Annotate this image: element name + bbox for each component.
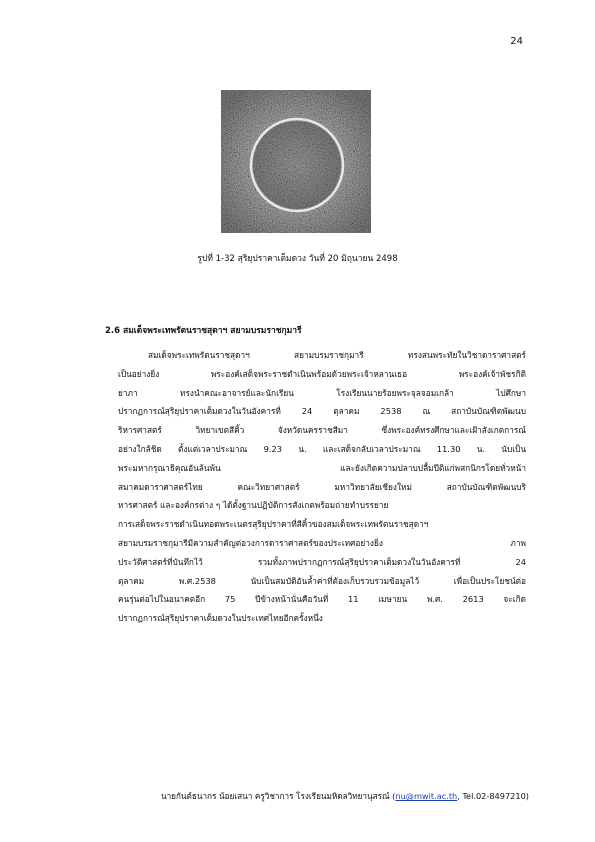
body-line: ประวัติศาสตร์ที่บันทึกไว้ รวมทั้งภาพปรากฏการณ์สุริยุปราคาเต็มดวงในวันอังคารที่ 24 <box>118 556 526 567</box>
body-line: เป็นอย่างยิ่ง พระองค์เสด็จพระราชดำเนินพร้อมด้วยพระเจ้าหลานเธอ พระองค์เจ้าพัชรกิติ <box>118 368 526 379</box>
section-heading: 2.6 สมเด็จพระเทพรัตนราชสุดาฯ สยามบรมราชกุมารี <box>105 326 302 336</box>
eclipse-photo <box>221 90 371 233</box>
body-line: การเสด็จพระราชดำเนินทอดพระเนตรสุริยุปราคาที่สีคิ้วของสมเด็จพระเทพรัตนราชสุดาฯ <box>118 519 429 530</box>
body-line: สมเด็จพระเทพรัตนราชสุดาฯ สยามบรมราชกุมารี ทรงสนพระทัยในวิชาดาราศาสตร์ <box>148 350 526 360</box>
body-line: พระมหากรุณาธิคุณอันล้นพ้น และยังเกิดความปลาบปลื้มปีติแก่พสกนิกรโดยทั่วหน้า <box>118 462 526 473</box>
body-line: อย่างใกล้ชิด ตั้งแต่เวลาประมาณ 9.23 น. และเสด็จกลับเวลาประมาณ 11.30 น. นับเป็น <box>118 443 526 454</box>
body-line: สยามบรมราชกุมารีมีความสำคัญต่อวงการดาราศาสตร์ของประเทศอย่างยิ่ง ภาพ <box>118 537 526 548</box>
page-number: 24 <box>510 36 523 47</box>
page-footer <box>61 790 529 803</box>
body-line: สมาคมดาราศาสตร์ไทย คณะวิทยาศาสตร์ มหาวิทยาลัยเชียงใหม่ สถาบันบัณฑิตพัฒนบริ <box>118 481 526 492</box>
body-line: ปรากฏการณ์สุริยุปราคาเต็มดวงในประเทศไทยอีกครั้งหนึ่ง <box>118 613 323 624</box>
body-line: ปรากฏการณ์สุริยุปราคาเต็มดวงในวันอังคารที่ 24 ตุลาคม 2538 ณ สถาบันบัณฑิตพัฒนบ <box>118 406 526 417</box>
body-line: ตุลาคม พ.ศ.2538 นับเป็นสมบัติอันล้ำค่าที่ต้องเก็บรวบรวมข้อมูลไว้ เพื่อเป็นประโยชน์ต่อ <box>118 575 526 586</box>
body-line: หารศาสตร์ และองค์กรต่าง ๆ ได้ตั้งฐานปฏิบัติการสังเกตพร้อมถ่ายทำบรรยาย <box>118 500 389 511</box>
footer-email-link[interactable]: nu@mwit.ac.th <box>395 791 458 801</box>
body-line: ริหารศาสตร์ วิทยาเขตสีคิ้ว จังหวัดนครราชสีมา ซึ่งพระองค์ทรงศึกษาและเฝ้าสังเกตการณ์ <box>118 425 526 436</box>
figure-caption: รูปที่ 1-32 สุริยุปราคาเต็มดวง วันที่ 20 มิถุนายน 2498 <box>197 254 398 264</box>
footer-author: นายกันต์ธนากร น้อยเสนา ครูวิชาการ โรงเรียนมหิดลวิทยานุสรณ์ ( <box>160 791 396 801</box>
body-line: ยาภา ทรงนำคณะอาจารย์และนักเรียน โรงเรียนนายร้อยพระจุลจอมเกล้า ไปศึกษา <box>118 387 526 398</box>
footer-tel: , Tel.02-8497210) <box>457 791 529 801</box>
body-line: คนรุ่นต่อไปในอนาคตอีก 75 ปีข้างหน้านั่นคือวันที่ 11 เมษายน พ.ศ. 2613 จะเกิด <box>118 594 526 605</box>
section-body <box>118 346 526 628</box>
